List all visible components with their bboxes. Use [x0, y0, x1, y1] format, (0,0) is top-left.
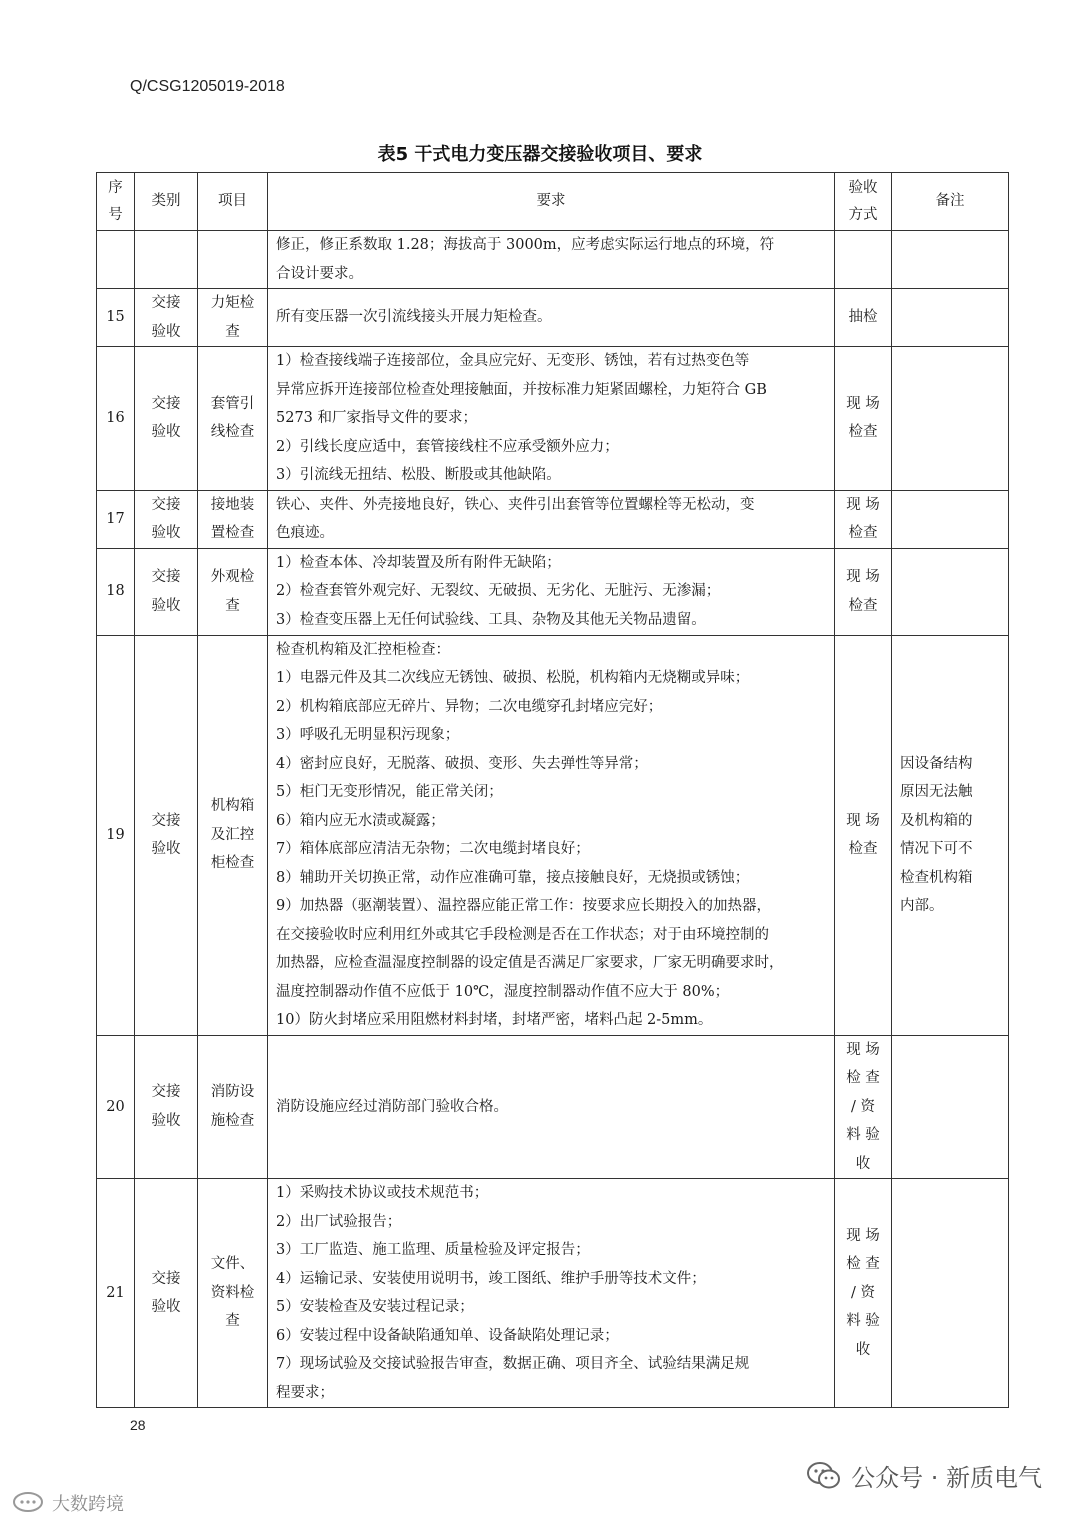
row-category: 交接 验收 [135, 1035, 198, 1179]
row-seq: 16 [97, 347, 135, 491]
header-seq: 序 号 [97, 173, 135, 231]
row-requirement: 铁心、夹件、外壳接地良好，铁心、夹件引出套管等位置螺栓等无松动，变 色痕迹。 [268, 490, 835, 548]
row-remark [892, 289, 1009, 347]
row-item [198, 231, 268, 289]
row-method: 现 场 检查 [835, 347, 892, 491]
row-seq: 18 [97, 548, 135, 635]
row-item: 外观检 查 [198, 548, 268, 635]
row-seq: 19 [97, 635, 135, 1035]
table-row [97, 635, 1009, 1035]
watermark-brand [12, 1490, 124, 1516]
row-remark [892, 347, 1009, 491]
table-row [97, 289, 1009, 347]
row-item: 套管引 线检查 [198, 347, 268, 491]
row-method: 抽检 [835, 289, 892, 347]
header-method: 验收 方式 [835, 173, 892, 231]
chat-bubble-icon [12, 1491, 46, 1515]
row-category: 交接 验收 [135, 289, 198, 347]
row-requirement: 检查机构箱及汇控柜检查： 1）电器元件及其二次线应无锈蚀、破损、松脱，机构箱内无烧糊或异味； 2）机构箱底部应无碎片、异物；二次电缆穿孔封堵应完好； 3）呼吸孔无明显积污现象； 4）密封应良好，无脱落、破损、变形、失去弹性等异常； 5）柜门无变形情况，能正常关闭； 6）箱内应无水渍或凝露； 7）箱体底部应清洁无杂物；二次电缆封堵良好； 8）辅助开关切换正常，动作应准确可靠，接点接触良好，无烧损或锈蚀； 9）加热器（驱潮装置）、温控器应能正常工作：按要求应长期投入的加热器， 在交接验收时应利用红外或其它手段检测是否在工作状态；对于由环境控制的 加热器，应检查温湿度控制器的设定值是否满足厂家要求，厂家无明确要求时， 温度控制器动作值不应低于 10℃，湿度控制器动作值不应大于 80%； 10）防火封堵应采用阻燃材料封堵，封堵严密，堵料凸起 2-5mm。 [268, 635, 835, 1035]
table-row [97, 490, 1009, 548]
row-requirement: 1）采购技术协议或技术规范书； 2）出厂试验报告； 3）工厂监造、施工监理、质量检验及评定报告； 4）运输记录、安装使用说明书，竣工图纸、维护手册等技术文件； 5）安装检查及安装过程记录； 6）安装过程中设备缺陷通知单、设备缺陷处理记录； 7）现场试验及交接试验报告审查，数据正确、项目齐全、试验结果满足规 程要求； [268, 1179, 835, 1408]
row-category [135, 231, 198, 289]
wechat-icon [807, 1461, 841, 1491]
row-method: 现 场 检 查 / 资 料 验 收 [835, 1179, 892, 1408]
document-code: Q/CSG1205019-2018 [130, 78, 285, 95]
row-method: 现 场 检查 [835, 548, 892, 635]
row-requirement: 1）检查接线端子连接部位，金具应完好、无变形、锈蚀，若有过热变色等 异常应拆开连接部位检查处理接触面，并按标准力矩紧固螺栓，力矩符合 GB 5273 和厂家指导文件的要求； 2）引线长度应适中，套管接线柱不应承受额外应力； 3）引流线无扭结、松股、断股或其他缺陷。 [268, 347, 835, 491]
acceptance-table [96, 172, 1009, 1408]
watermark-wechat [807, 1458, 1042, 1493]
row-remark [892, 231, 1009, 289]
row-remark [892, 490, 1009, 548]
row-method: 现 场 检查 [835, 635, 892, 1035]
row-seq: 20 [97, 1035, 135, 1179]
header-item: 项目 [198, 173, 268, 231]
row-category: 交接 验收 [135, 490, 198, 548]
row-method: 现 场 检 查 / 资 料 验 收 [835, 1035, 892, 1179]
header-category: 类别 [135, 173, 198, 231]
row-remark [892, 548, 1009, 635]
watermark-wechat-text: 公众号 · 新质电气 [851, 1464, 1042, 1492]
row-method [835, 231, 892, 289]
table-row [97, 1035, 1009, 1179]
row-category: 交接 验收 [135, 1179, 198, 1408]
header-remark: 备注 [892, 173, 1009, 231]
row-remark: 因设备结构 原因无法触 及机构箱的 情况下可不 检查机构箱 内部。 [892, 635, 1009, 1035]
row-category: 交接 验收 [135, 635, 198, 1035]
row-seq [97, 231, 135, 289]
row-requirement: 消防设施应经过消防部门验收合格。 [268, 1035, 835, 1179]
table-row [97, 347, 1009, 491]
row-seq: 15 [97, 289, 135, 347]
row-remark [892, 1035, 1009, 1179]
row-method: 现 场 检查 [835, 490, 892, 548]
row-item: 力矩检 查 [198, 289, 268, 347]
page-number: 28 [130, 1417, 146, 1433]
row-category: 交接 验收 [135, 548, 198, 635]
row-seq: 21 [97, 1179, 135, 1408]
row-item: 文件、 资料检 查 [198, 1179, 268, 1408]
table-header-row [97, 173, 1009, 231]
row-item: 消防设 施检查 [198, 1035, 268, 1179]
row-requirement: 修正，修正系数取 1.28；海拔高于 3000m，应考虑实际运行地点的环境，符 合设计要求。 [268, 231, 835, 289]
header-requirement: 要求 [268, 173, 835, 231]
table-row [97, 548, 1009, 635]
row-seq: 17 [97, 490, 135, 548]
table-title: 表5 干式电力变压器交接验收项目、要求 [377, 144, 703, 165]
row-category: 交接 验收 [135, 347, 198, 491]
watermark-brand-text: 大数跨境 [52, 1494, 124, 1515]
row-item: 机构箱 及汇控 柜检查 [198, 635, 268, 1035]
table-row [97, 231, 1009, 289]
row-remark [892, 1179, 1009, 1408]
row-requirement: 所有变压器一次引流线接头开展力矩检查。 [268, 289, 835, 347]
row-requirement: 1）检查本体、冷却装置及所有附件无缺陷； 2）检查套管外观完好、无裂纹、无破损、无劣化、无脏污、无渗漏； 3）检查变压器上无任何试验线、工具、杂物及其他无关物品遗留。 [268, 548, 835, 635]
row-item: 接地装 置检查 [198, 490, 268, 548]
table-row [97, 1179, 1009, 1408]
